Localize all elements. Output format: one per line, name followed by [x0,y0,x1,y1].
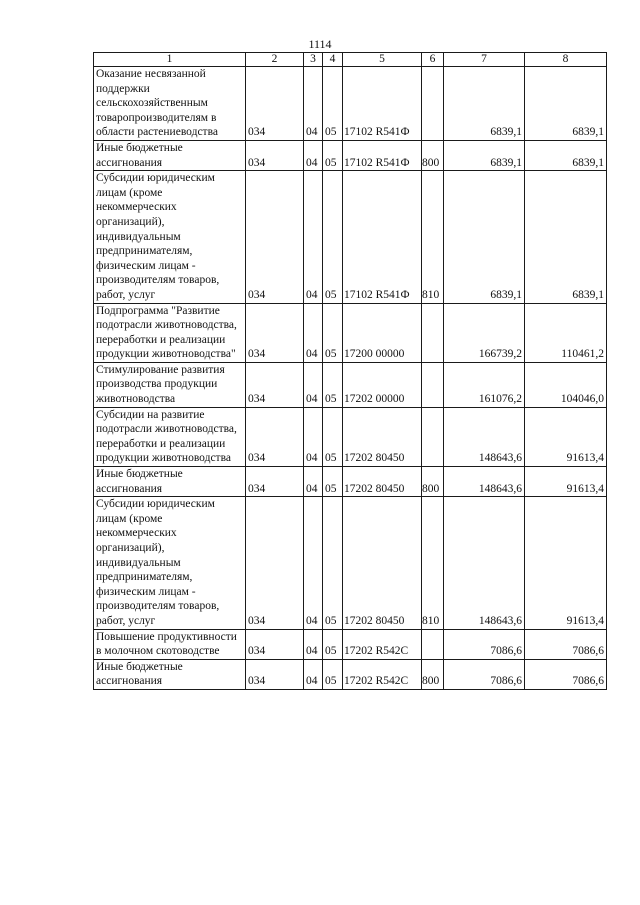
row-name: Иные бюджетные ассигнования [94,659,246,689]
header-cell: 1 [94,53,246,67]
cell-expense-type: 810 [422,171,444,303]
table-row [94,171,607,303]
cell-target-article: 17202 R542С [343,659,422,689]
header-cell: 3 [304,53,323,67]
row-name: Стимулирование развития производства продукции животноводства [94,362,246,407]
cell-expense-type [422,67,444,141]
cell-ministry-code: 034 [246,497,304,629]
cell-ministry-code: 034 [246,140,304,170]
cell-section: 04 [304,497,323,629]
cell-target-article: 17202 80450 [343,467,422,497]
cell-expense-type [422,362,444,407]
table-body [94,67,607,690]
cell-target-article: 17202 80450 [343,407,422,466]
cell-amount-year1: 6839,1 [444,171,525,303]
table-row [94,467,607,497]
cell-subsection: 05 [323,303,343,362]
cell-target-article: 17202 00000 [343,362,422,407]
table-row [94,303,607,362]
cell-expense-type: 800 [422,140,444,170]
row-name: Оказание несвязанной поддержки сельскохозяйственным товаропроизводителям в области растениеводства [94,67,246,141]
cell-section: 04 [304,362,323,407]
cell-amount-year1: 7086,6 [444,659,525,689]
cell-amount-year2: 6839,1 [525,67,607,141]
table-row [94,67,607,141]
cell-target-article: 17102 R541Ф [343,140,422,170]
header-cell: 7 [444,53,525,67]
cell-amount-year2: 104046,0 [525,362,607,407]
cell-amount-year2: 91613,4 [525,467,607,497]
cell-amount-year1: 161076,2 [444,362,525,407]
cell-section: 04 [304,67,323,141]
row-name: Субсидии на развитие подотрасли животноводства, переработки и реализации продукции животноводства [94,407,246,466]
cell-expense-type: 810 [422,497,444,629]
cell-amount-year2: 110461,2 [525,303,607,362]
header-cell: 4 [323,53,343,67]
table-row [94,362,607,407]
cell-amount-year1: 7086,6 [444,629,525,659]
header-cell: 8 [525,53,607,67]
cell-expense-type [422,407,444,466]
table-row [94,497,607,629]
cell-amount-year2: 6839,1 [525,171,607,303]
cell-subsection: 05 [323,407,343,466]
cell-amount-year1: 148643,6 [444,497,525,629]
table-row [94,407,607,466]
row-name: Повышение продуктивности в молочном скотоводстве [94,629,246,659]
header-row [94,53,607,67]
cell-target-article: 17102 R541Ф [343,171,422,303]
cell-amount-year2: 91613,4 [525,407,607,466]
cell-subsection: 05 [323,467,343,497]
table-row [94,659,607,689]
cell-subsection: 05 [323,629,343,659]
page-number: 1114 [308,37,332,51]
cell-expense-type [422,303,444,362]
cell-amount-year2: 7086,6 [525,659,607,689]
cell-ministry-code: 034 [246,171,304,303]
cell-amount-year2: 6839,1 [525,140,607,170]
cell-ministry-code: 034 [246,659,304,689]
cell-ministry-code: 034 [246,467,304,497]
cell-amount-year2: 7086,6 [525,629,607,659]
row-name: Подпрограмма "Развитие подотрасли животноводства, переработки и реализации продукции животноводства" [94,303,246,362]
header-cell: 6 [422,53,444,67]
row-name: Иные бюджетные ассигнования [94,140,246,170]
cell-subsection: 05 [323,497,343,629]
cell-target-article: 17202 R542С [343,629,422,659]
row-name: Субсидии юридическим лицам (кроме некоммерческих организаций), индивидуальным предпринимателям, физическим лицам - производителям товаров, работ, услуг [94,171,246,303]
header-cell: 2 [246,53,304,67]
cell-target-article: 17102 R541Ф [343,67,422,141]
cell-ministry-code: 034 [246,407,304,466]
cell-subsection: 05 [323,171,343,303]
cell-amount-year2: 91613,4 [525,497,607,629]
cell-amount-year1: 166739,2 [444,303,525,362]
cell-subsection: 05 [323,362,343,407]
cell-amount-year1: 148643,6 [444,407,525,466]
header-cell: 5 [343,53,422,67]
cell-ministry-code: 034 [246,303,304,362]
cell-ministry-code: 034 [246,629,304,659]
cell-expense-type [422,629,444,659]
cell-amount-year1: 6839,1 [444,67,525,141]
cell-section: 04 [304,407,323,466]
cell-section: 04 [304,140,323,170]
cell-section: 04 [304,171,323,303]
cell-section: 04 [304,659,323,689]
cell-target-article: 17202 80450 [343,497,422,629]
cell-section: 04 [304,303,323,362]
cell-subsection: 05 [323,659,343,689]
table-row [94,140,607,170]
row-name: Иные бюджетные ассигнования [94,467,246,497]
cell-expense-type: 800 [422,659,444,689]
cell-ministry-code: 034 [246,362,304,407]
cell-subsection: 05 [323,67,343,141]
cell-amount-year1: 148643,6 [444,467,525,497]
row-name: Субсидии юридическим лицам (кроме некоммерческих организаций), индивидуальным предпринимателям, физическим лицам - производителям товаров, работ, услуг [94,497,246,629]
cell-expense-type: 800 [422,467,444,497]
cell-amount-year1: 6839,1 [444,140,525,170]
cell-target-article: 17200 00000 [343,303,422,362]
budget-table [93,52,607,690]
cell-subsection: 05 [323,140,343,170]
cell-section: 04 [304,467,323,497]
table-row [94,629,607,659]
cell-ministry-code: 034 [246,67,304,141]
cell-section: 04 [304,629,323,659]
